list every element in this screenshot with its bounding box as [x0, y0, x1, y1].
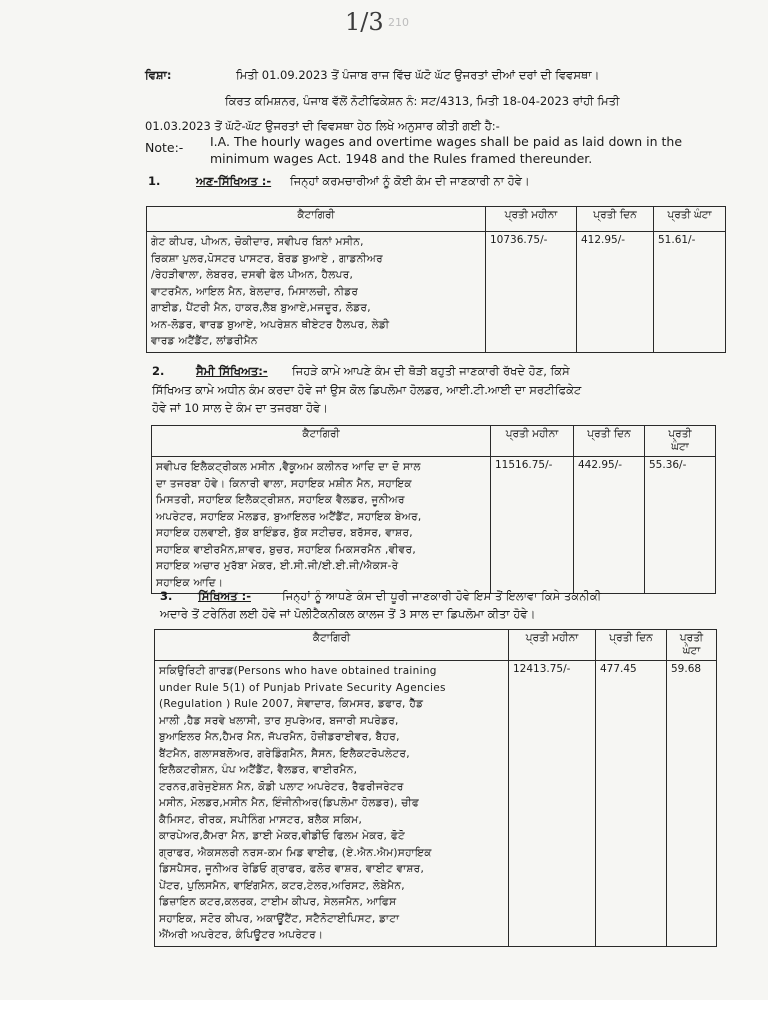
table-header-row: [152, 426, 716, 457]
category-cell: [155, 661, 509, 947]
section-1-title: ਅਣ-ਸਿੱਖਿਅਤ :-: [196, 174, 272, 188]
category-line: ਕੈਮਿਸਟ, ਰੀਰਕ, ਸਪੀਨਿੰਗ ਮਾਸਟਰ, ਬਲੈਕ ਸਕਿਮ,: [159, 813, 363, 826]
page-number: 1/3: [345, 8, 384, 36]
subject-text: ਮਿਤੀ 01.09.2023 ਤੋਂ ਪੰਜਾਬ ਰਾਜ ਵਿੱਚ ਘੱਟੋ ਘੱਟ ਉਜਰਤਾਂ ਦੀਆਂ ਦਰਾਂ ਦੀ ਵਿਵਸਥਾ।: [236, 68, 600, 82]
per-day-value: 442.95/-: [574, 457, 645, 594]
category-line: ਸਕਿਉਰਿਟੀ ਗਾਰਡ(Persons who have obtained training: [159, 665, 437, 677]
category-line: ਅਪਰੇਟਰ, ਸਹਾਇਕ ਮੋਲਡਰ, ਬੁਆਇਲਰ ਅਟੈਂਡੈਂਟ, ਸਹਾਇਕ ਬੇਅਰ,: [156, 510, 422, 523]
faint-mark: 210: [388, 16, 409, 29]
category-line: ਇਲੈਕਟਰੀਸ਼ਨ, ਪੰਪ ਅਟੈਂਡੈਂਟ, ਵੈਲਡਰ, ਵਾਈਰਮੈਨ,: [159, 764, 358, 776]
bottom-margin: [0, 1000, 768, 1024]
section-2-number: 2.: [152, 364, 165, 378]
per-hour-label-b: ਘੰਟਾ: [682, 645, 701, 657]
category-cell: [147, 232, 486, 353]
category-line: (Regulation ) Rule 2007, ਸੇਵਾਦਾਰ, ਕਿਮਸਰ, ਡਫਾਰ, ਹੈੱਡ: [159, 698, 424, 710]
category-line: ਵਾਰਡ ਅਟੈਂਡੈਂਟ, ਲਾਂਡਰੀਮੈਨ: [151, 335, 258, 347]
column-per-month: ਪ੍ਰਤੀ ਮਹੀਨਾ: [491, 426, 574, 457]
category-line: ਸਹਾਇਕ, ਸਟੋਰ ਕੀਪਰ, ਅਕਾਊਂਟੈਂਟ, ਸਟੈਨੋਟਾਈਪਿਸਟ, ਡਾਟਾ: [159, 912, 400, 925]
column-per-day: ਪ੍ਰਤੀ ਦਿਨ: [574, 426, 645, 457]
section-1-description: ਜਿਨ੍ਹਾਂ ਕਰਮਚਾਰੀਆਂ ਨੂੰ ਕੋਈ ਕੰਮ ਦੀ ਜਾਣਕਾਰੀ ਨਾ ਹੋਵੇ।: [290, 174, 530, 188]
section-2-description: ਜਿਹੜੇ ਕਾਮੇ ਆਪਣੇ ਕੰਮ ਦੀ ਥੋੜੀ ਬਹੁਤੀ ਜਾਣਕਾਰੀ ਰੱਖਦੇ ਹੋਣ, ਕਿਸੇ: [292, 364, 570, 378]
category-line: /ਰੇਹੜੀਵਾਲਾ, ਲੇਬਰਰ, ਦਸਵੀ ਫੇਲ ਪੀਅਨ, ਹੈਲਪਰ,: [151, 269, 354, 281]
wage-table-skilled: [154, 629, 717, 947]
category-line: ਸਵੀਪਰ ਇਲੈਕਟ੍ਰੀਕਲ ਮਸੀਨ ,ਵੈਕੂਅਮ ਕਲੀਨਰ ਆਦਿ ਦਾ ਦੋ ਸਾਲ: [156, 461, 421, 473]
category-line: ਸਹਾਇਕ ਵਾਈਰਮੈਨ,ਸ਼ਾਵਰ, ਬੁਚਰ, ਸਹਾਇਕ ਮਿਕਸਰਮੈਨ ,ਵੀਵਰ,: [156, 543, 416, 556]
category-line: ਸਹਾਇਕ ਹਲਵਾਈ, ਬੁੱਕ ਬਾਇੰਡਰ, ਬੁੱਕ ਸਟੀਚਰ, ਬਰੱਸਰ, ਵਾਸ਼ਰ,: [156, 527, 413, 539]
table-header-row: [147, 207, 726, 232]
wage-table-unskilled: [146, 206, 726, 353]
category-line: ਡਿਜ਼ਾਇਨ ਕਟਰ,ਕਲਰਕ, ਟਾਈਮ ਕੀਪਰ, ਸੇਲਜਮੈਨ, ਆਫਿਸ: [159, 896, 397, 908]
per-hour-label-b: ਘੰਟਾ: [671, 441, 689, 453]
section-1-number: 1.: [148, 174, 161, 188]
wage-table-semi-skilled: [151, 425, 716, 594]
category-line: ਗੇਟ ਕੀਪਰ, ਪੀਅਨ, ਚੋਕੀਦਾਰ, ਸਵੀਪਰ ਬਿਨਾਂ ਮਸੀਨ,: [151, 236, 364, 248]
intro-line-2: 01.03.2023 ਤੋਂ ਘੱਟੋ-ਘੱਟ ਉਜਰਤਾਂ ਦੀ ਵਿਵਸਥਾ ਹੇਠ ਲਿਖੇ ਅਨੁਸਾਰ ਕੀਤੀ ਗਈ ਹੈ:-: [145, 119, 500, 133]
category-line: ਮਾਲੀ ,ਹੈਡ ਸਰਵੇ ਖਲਾਸੀ, ਤਾਰ ਸੁਪਰੇਅਰ, ਬਜਾਰੀ ਸਪਰੇਡਰ,: [159, 714, 399, 727]
category-line: ਪੇਂਟਰ, ਪੁਲਿਸਮੈਨ, ਵਾਇਂਗਮੈਨ, ਕਟਰ,ਟੇਲਰ,ਅਰਿਸਟ, ਲੋਬੇਮੈਨ,: [159, 879, 405, 892]
section-2-description-line-3: ਹੋਵੇ ਜਾਂ 10 ਸਾਲ ਦੇ ਕੰਮ ਦਾ ਤਜਰਬਾ ਹੋਵੇ।: [152, 401, 329, 415]
table-row: [147, 232, 726, 353]
category-line: ਦਾ ਤਜਰਬਾ ਹੋਵੇ। ਕਿਨਾਰੀ ਵਾਲਾ, ਸਹਾਇਕ ਮਸ਼ੀਨ ਮੈਨ, ਸਹਾਇਕ: [156, 477, 412, 490]
category-line: ਐਂਅਰੀ ਅਪਰੇਟਰ, ਕੰਪਿਊਟਰ ਅਪਰੇਟਰ।: [159, 929, 324, 941]
intro-line-1: ਕਿਰਤ ਕਮਿਸ਼ਨਰ, ਪੰਜਾਬ ਵੱਲੋਂ ਨੋਟੀਫਿਕੇਸ਼ਨ ਨੰ: ਸਟ/4313, ਮਿਤੀ 18-04-2023 ਰਾਂਹੀ ਮਿਤੀ: [225, 94, 620, 108]
note-line-2: minimum wages Act. 1948 and the Rules framed thereunder.: [210, 151, 593, 166]
per-hour-value: 55.36/-: [645, 457, 716, 594]
section-3-description: ਜਿਨ੍ਹਾਂ ਨੂੰ ਆਪਣੇ ਕੰਮ ਦੀ ਪੂਰੀ ਜਾਣਕਾਰੀ ਹੋਵੇ ਇਸ ਤੋਂ ਇਲਾਵਾ ਕਿਸੇ ਤਕਨੀਕੀ: [282, 589, 602, 603]
per-hour-value: 59.68: [667, 661, 717, 947]
section-3-number: 3.: [160, 589, 173, 603]
category-line: ਕਾਰਪੇਅਰ,ਕੈਮਰਾ ਮੈਨ, ਡਾਈ ਮੇਕਰ,ਵੀਡੀਓ ਫਿਲਮ ਮੇਕਰ, ਫੋਟੋ: [159, 830, 406, 842]
per-day-value: 412.95/-: [577, 232, 654, 353]
category-line: ਡਿਸਪੈਸਰ, ਜੂਨੀਅਰ ਰੇਡਿਓ ਗ੍ਰਾਫਰ, ਫਲੋਰ ਵਾਸ਼ਰ, ਵਾਈਟ ਵਾਸ਼ਰ,: [159, 863, 425, 875]
section-2-description-line-2: ਸਿੱਖਿਅਤ ਕਾਮੇ ਅਧੀਨ ਕੰਮ ਕਰਦਾ ਹੋਵੇ ਜਾਂ ਉਸ ਕੋਲ ਡਿਪਲੋਮਾ ਹੋਲਡਰ, ਆਈ.ਟੀ.ਆਈ ਦਾ ਸਰਟੀਫਿਕੇਟ: [152, 383, 582, 397]
category-line: ਬੈਂਟਮੈਨ, ਗਲਾਸਬਲੋਅਰ, ਗਰੇਡਿੰਗਮੈਨ, ਸੈਸਨ, ਇਲੈਕਟਰੋਪਲੇਟਰ,: [159, 747, 410, 760]
section-3-title: ਸਿੱਖਿਅਤ :-: [198, 589, 251, 603]
category-line: ਸਹਾਇਕ ਅਚਾਰ ਮੁਰੱਬਾ ਮੇਕਰ, ਈ.ਸੀ.ਜੀ/ਈ.ਈ.ਜੀ/ਐਕਸ-ਰੇ: [156, 560, 399, 572]
column-category: ਕੈਟਾਗਿਰੀ: [152, 426, 491, 457]
column-per-month: ਪ੍ਰਤੀ ਮਹੀਨਾ: [486, 207, 577, 232]
column-per-day: ਪ੍ਰਤੀ ਦਿਨ: [596, 630, 667, 661]
column-per-hour: ਪ੍ਰਤੀ ਘੰਟਾ: [654, 207, 726, 232]
note-line-1: I.A. The hourly wages and overtime wages shall be paid as laid down in the: [210, 134, 683, 149]
column-per-day: ਪ੍ਰਤੀ ਦਿਨ: [577, 207, 654, 232]
per-hour-value: 51.61/-: [654, 232, 726, 353]
category-line: ਮਿਸਤਰੀ, ਸਹਾਇਕ ਇਲੈਕਟ੍ਰੀਸ਼ਨ, ਸਹਾਇਕ ਵੈਲਡਰ, ਜੂਨੀਅਰ: [156, 494, 405, 506]
category-line: ਟਰਨਰ,ਗਰੇਜੁਏਸ਼ਨ ਮੈਨ, ਕੋਡੀ ਪਲਾਟ ਅਪਰੇਟਰ, ਰੈਫਰੀਜਰੇਟਰ: [159, 780, 404, 793]
category-line: ਗ੍ਰਾਫਰ, ਐਕਸਲਰੀ ਨਰਸ-ਕਮ ਮਿਡ ਵਾਈਫ, (ਏ.ਐਨ.ਐਮ)ਸਹਾਇਕ: [159, 846, 432, 859]
column-per-month: ਪ੍ਰਤੀ ਮਹੀਨਾ: [509, 630, 596, 661]
per-day-value: 477.45: [596, 661, 667, 947]
per-month-value: 12413.75/-: [509, 661, 596, 947]
note-label: Note:-: [145, 140, 184, 155]
per-month-value: 10736.75/-: [486, 232, 577, 353]
per-month-value: 11516.75/-: [491, 457, 574, 594]
column-category: ਕੈਟਾਗਿਰੀ: [147, 207, 486, 232]
per-hour-label-a: ਪ੍ਰਤੀ: [679, 632, 704, 644]
column-category: ਕੈਟਾਗਿਰੀ: [155, 630, 509, 661]
category-line: ਵਾਟਰਮੈਨ, ਆਇਲ ਮੈਨ, ਬੇਲਦਾਰ, ਮਿਸਾਲਚੀ, ਨੀਡਰ: [151, 285, 359, 298]
category-cell: [152, 457, 491, 594]
subject-label: ਵਿਸ਼ਾ:: [145, 68, 172, 82]
category-line: ਬੁਆਇਲਰ ਮੈਨ,ਹੈਮਰ ਮੈਨ, ਜੱਪਰਮੈਨ, ਹੋਜ਼ੀਡਰਾਈਵਰ, ਬੈਹਰ,: [159, 731, 400, 743]
category-line: ਮਸੀਨ, ਮੋਲਡਰ,ਮਸੀਨ ਮੈਨ, ਇੰਜੀਨੀਅਰ(ਡਿਪਲੋਮਾ ਹੋਲਡਰ), ਚੀਫ: [159, 797, 420, 809]
per-hour-label-a: ਪ੍ਰਤੀ: [668, 428, 692, 440]
category-line: ਸਹਾਇਕ ਆਦਿ।: [156, 576, 224, 589]
category-line: ਅਨ-ਲੋਡਰ, ਵਾਰਡ ਬੁਆਏ, ਅਪਰੇਸ਼ਨ ਥੀਏਟਰ ਹੈਲਪਰ, ਲੇਡੀ: [151, 318, 390, 331]
table-header-row: [155, 630, 717, 661]
column-per-hour: [645, 426, 716, 457]
column-per-hour: [667, 630, 717, 661]
section-2-title: ਸੈਮੀ ਸਿੱਖਿਅਤ:-: [196, 364, 268, 378]
category-line: ਗਾਈਡ, ਪੈਂਟਰੀ ਮੈਨ, ਹਾਕਰ,ਲੈਬ ਬੁਆਏ,ਮਜਦੂਰ, ਲੋਡਰ,: [151, 302, 371, 314]
category-line: under Rule 5(1) of Punjab Private Security Agencies: [159, 681, 446, 694]
section-3-description-line-2: ਅਦਾਰੇ ਤੋਂ ਟਰੇਨਿੰਗ ਲਈ ਹੋਵੇ ਜਾਂ ਪੋਲੀਟੈਕਨੀਕਲ ਕਾਲਜ ਤੋਂ 3 ਸਾਲ ਦਾ ਡਿਪਲੋਮਾ ਕੀਤਾ ਹੋਵੇ।: [160, 607, 536, 621]
category-line: ਰਿਕਸ਼ਾ ਪੁਲਰ,ਪੋਸਟਰ ਪਾਸਟਰ, ਬੋਰਡ ਬੁਆਏ , ਗਾਡਨੀਅਰ: [151, 252, 383, 265]
table-row: [155, 661, 717, 947]
table-row: [152, 457, 716, 594]
